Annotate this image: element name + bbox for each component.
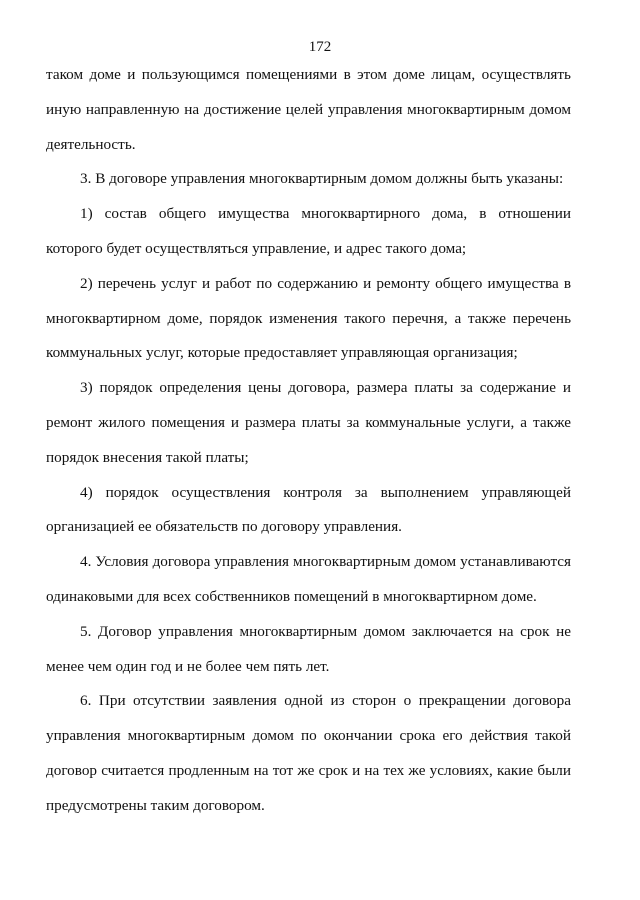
paragraph-continuation: таком доме и пользующимся помещениями в этом доме лицам, осуществлять иную направленную на достижение целей управления многоквартирным домом деятельность.: [46, 66, 571, 153]
paragraph-clause-3: 3. В договоре управления многоквартирным домом должны быть указаны:: [80, 170, 564, 188]
document-body: [46, 58, 571, 824]
paragraph-clause-4: 4. Условия договора управления многоквартирным домом устанавливаются одинаковыми для всех собственников помещений в многоквартирном доме.: [46, 553, 571, 605]
paragraph-item-3: 3) порядок определения цены договора, размера платы за содержание и ремонт жилого помещения и размера платы за коммунальные услуги, а также порядок внесения такой платы;: [46, 379, 571, 466]
paragraph-item-1: 1) состав общего имущества многоквартирного дома, в отношении которого будет осуществляться управление, и адрес такого дома;: [46, 205, 571, 257]
paragraph-item-2: 2) перечень услуг и работ по содержанию и ремонту общего имущества в многоквартирном доме, порядок изменения такого перечня, а также перечень коммунальных услуг, которые предоставляет управляющая организация;: [46, 274, 571, 362]
paragraph-clause-6: 6. При отсутствии заявления одной из сторон о прекращении договора управления многоквартирным домом по окончании срока его действия такой договор считается продленным на тот же срок и на тех же условиях, какие были предусмотрены таким договором.: [46, 692, 571, 814]
page-number: 172: [308, 39, 332, 55]
paragraph-clause-5: 5. Договор управления многоквартирным домом заключается на срок не менее чем один год и не более чем пять лет.: [46, 622, 571, 675]
paragraph-item-4: 4) порядок осуществления контроля за выполнением управляющей организацией ее обязательств по договору управления.: [46, 483, 571, 536]
